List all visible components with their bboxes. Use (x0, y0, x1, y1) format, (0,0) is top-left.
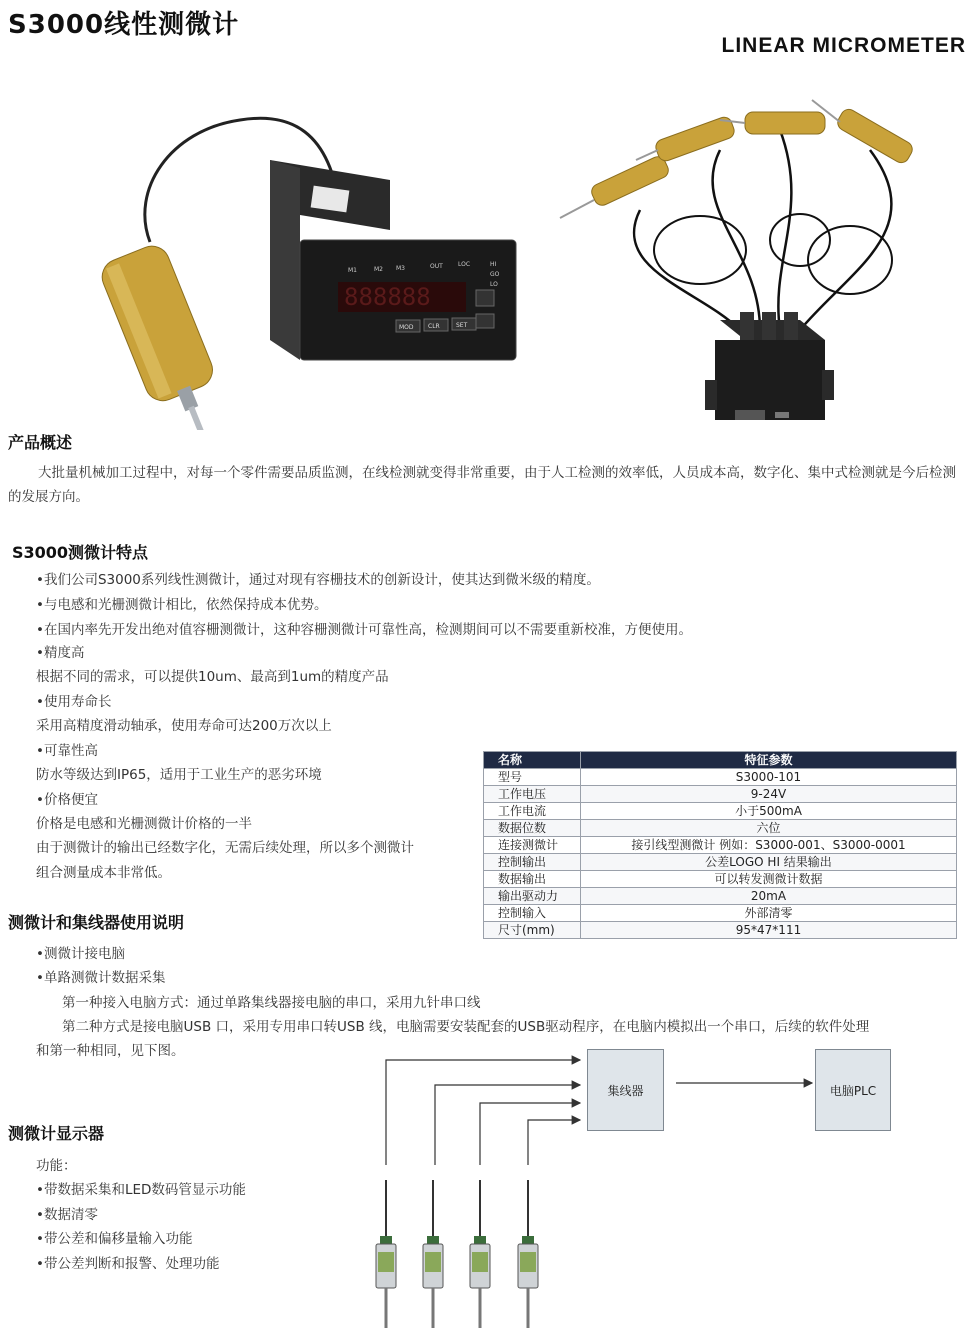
display-line: •带公差和偏移量输入功能 (36, 1231, 193, 1247)
usage-line: 和第一种相同，见下图。 (36, 1043, 185, 1059)
table-cell: 小于500mA (581, 803, 957, 820)
set-button: SET (456, 322, 468, 329)
connector-line-4 (528, 1120, 580, 1165)
feature-line: •使用寿命长 (36, 694, 112, 710)
page-subtitle: LINEAR MICROMETER (721, 34, 966, 57)
connector-line-1 (386, 1060, 580, 1165)
table-row (484, 837, 957, 854)
display-digits: 888888 (344, 283, 431, 311)
table-row (484, 922, 957, 939)
table-row (484, 786, 957, 803)
clr-button: CLR (428, 323, 440, 330)
hub-box-diagram: 集线器 (587, 1049, 664, 1131)
up-button (476, 290, 494, 306)
table-cell: 六位 (581, 820, 957, 837)
led-label-lo: LO (490, 281, 498, 288)
display-line: •带公差判断和报警、处理功能 (36, 1256, 220, 1272)
led-label-loc: LOC (458, 261, 471, 268)
feature-line: 采用高精度滑动轴承，使用寿命可达200万次以上 (36, 718, 332, 734)
usage-line: •单路测微计数据采集 (36, 970, 166, 986)
probe-3 (745, 112, 825, 134)
usage-line: 第二种方式是接电脑USB 口，采用专用串口转USB 线，电脑需要安装配套的USB驱动程序，在电脑内模拟出一个串口，后续的软件处理 (62, 1019, 870, 1035)
probe-illustration (423, 1180, 443, 1328)
table-row (484, 888, 957, 905)
connector-line-3 (480, 1103, 580, 1165)
table-row (484, 803, 957, 820)
overview-paragraph: 大批量机械加工过程中，对每一个零件需要品质监测，在线检测就变得非常重要，由于人工检测的效率低，人员成本高，数字化、集中式检测就是今后检测的发展方向。 (8, 465, 956, 505)
page-title: S3000线性测微计 (8, 10, 240, 40)
mod-button: MOD (399, 324, 414, 331)
table-cell: 数据输出 (484, 871, 581, 888)
display-line: •带数据采集和LED数码管显示功能 (36, 1182, 246, 1198)
table-cell: 公差LOGO HI 结果输出 (581, 854, 957, 871)
led-label-m1: M1 (348, 267, 357, 274)
table-header-cell: 名称 (484, 752, 581, 769)
led-label-out: OUT (430, 263, 443, 270)
table-cell: S3000-101 (581, 769, 957, 786)
table-cell: 工作电流 (484, 803, 581, 820)
display-line: •数据清零 (36, 1207, 98, 1223)
probes-hub-photo (550, 90, 970, 440)
micrometer-display-photo (90, 90, 530, 430)
table-cell: 接引线型测微计 例如：S3000-001、S3000-0001 (581, 837, 957, 854)
probe-2 (654, 115, 737, 163)
table-cell: 控制输入 (484, 905, 581, 922)
display-line: 功能： (36, 1158, 77, 1174)
right-button (476, 314, 494, 328)
probe-illustration (518, 1180, 538, 1328)
feature-line: •价格便宜 (36, 792, 98, 808)
display-heading: 测微计显示器 (8, 1124, 105, 1143)
usage-heading: 测微计和集线器使用说明 (8, 913, 185, 932)
pc-plc-box-diagram: 电脑PLC (815, 1049, 891, 1131)
feature-line: 组合测量成本非常低。 (36, 865, 171, 881)
feature-line: •在国内率先开发出绝对值容栅测微计，这种容栅测微计可靠性高，检测期间可以不需要重新校准，方便使用。 (36, 622, 692, 638)
table-cell: 9-24V (581, 786, 957, 803)
probe-illustrations (372, 1180, 552, 1330)
table-row (484, 820, 957, 837)
usage-line: •测微计接电脑 (36, 946, 125, 962)
probe-illustration (470, 1180, 490, 1328)
led-label-go: GO (490, 271, 500, 278)
table-row (484, 871, 957, 888)
table-cell: 尺寸(mm) (484, 922, 581, 939)
table-row (484, 905, 957, 922)
probe-1 (589, 154, 671, 208)
table-cell: 输出驱动力 (484, 888, 581, 905)
table-cell: 20mA (581, 888, 957, 905)
led-label-m3: M3 (396, 265, 405, 272)
feature-line: •精度高 (36, 645, 85, 661)
feature-line: •可靠性高 (36, 743, 98, 759)
table-header-row (484, 752, 957, 769)
feature-line: •与电感和光栅测微计相比，依然保持成本优势。 (36, 597, 328, 613)
table-row (484, 854, 957, 871)
table-cell: 连接测微计 (484, 837, 581, 854)
display-unit (270, 160, 516, 360)
feature-line: 根据不同的需求，可以提供10um、最高到1um的精度产品 (36, 669, 389, 685)
table-row (484, 769, 957, 786)
led-label-hi: HI (490, 261, 497, 268)
table-cell: 型号 (484, 769, 581, 786)
feature-line: 由于测微计的输出已经数字化，无需后续处理，所以多个测微计 (36, 840, 414, 856)
features-heading: S3000测微计特点 (12, 543, 149, 562)
table-cell: 控制输出 (484, 854, 581, 871)
overview-heading: 产品概述 (8, 433, 73, 452)
table-cell: 可以转发测微计数据 (581, 871, 957, 888)
brass-probe (97, 241, 239, 430)
table-cell: 数据位数 (484, 820, 581, 837)
hub-box (705, 312, 834, 420)
table-header-cell: 特征参数 (581, 752, 957, 769)
connector-line-2 (435, 1085, 580, 1165)
table-cell: 外部清零 (581, 905, 957, 922)
table-cell: 工作电压 (484, 786, 581, 803)
feature-line: 防水等级达到IP65，适用于工业生产的恶劣环境 (36, 767, 322, 783)
probe-illustration (376, 1180, 396, 1328)
feature-line: 价格是电感和光栅测微计价格的一半 (36, 816, 252, 832)
feature-line: •我们公司S3000系列线性测微计，通过对现有容栅技术的创新设计，使其达到微米级的精度。 (36, 572, 600, 588)
table-cell: 95*47*111 (581, 922, 957, 939)
spec-table (483, 751, 957, 939)
led-label-m2: M2 (374, 266, 383, 273)
usage-line: 第一种接入电脑方式：通过单路集线器接电脑的串口，采用九针串口线 (62, 995, 481, 1011)
